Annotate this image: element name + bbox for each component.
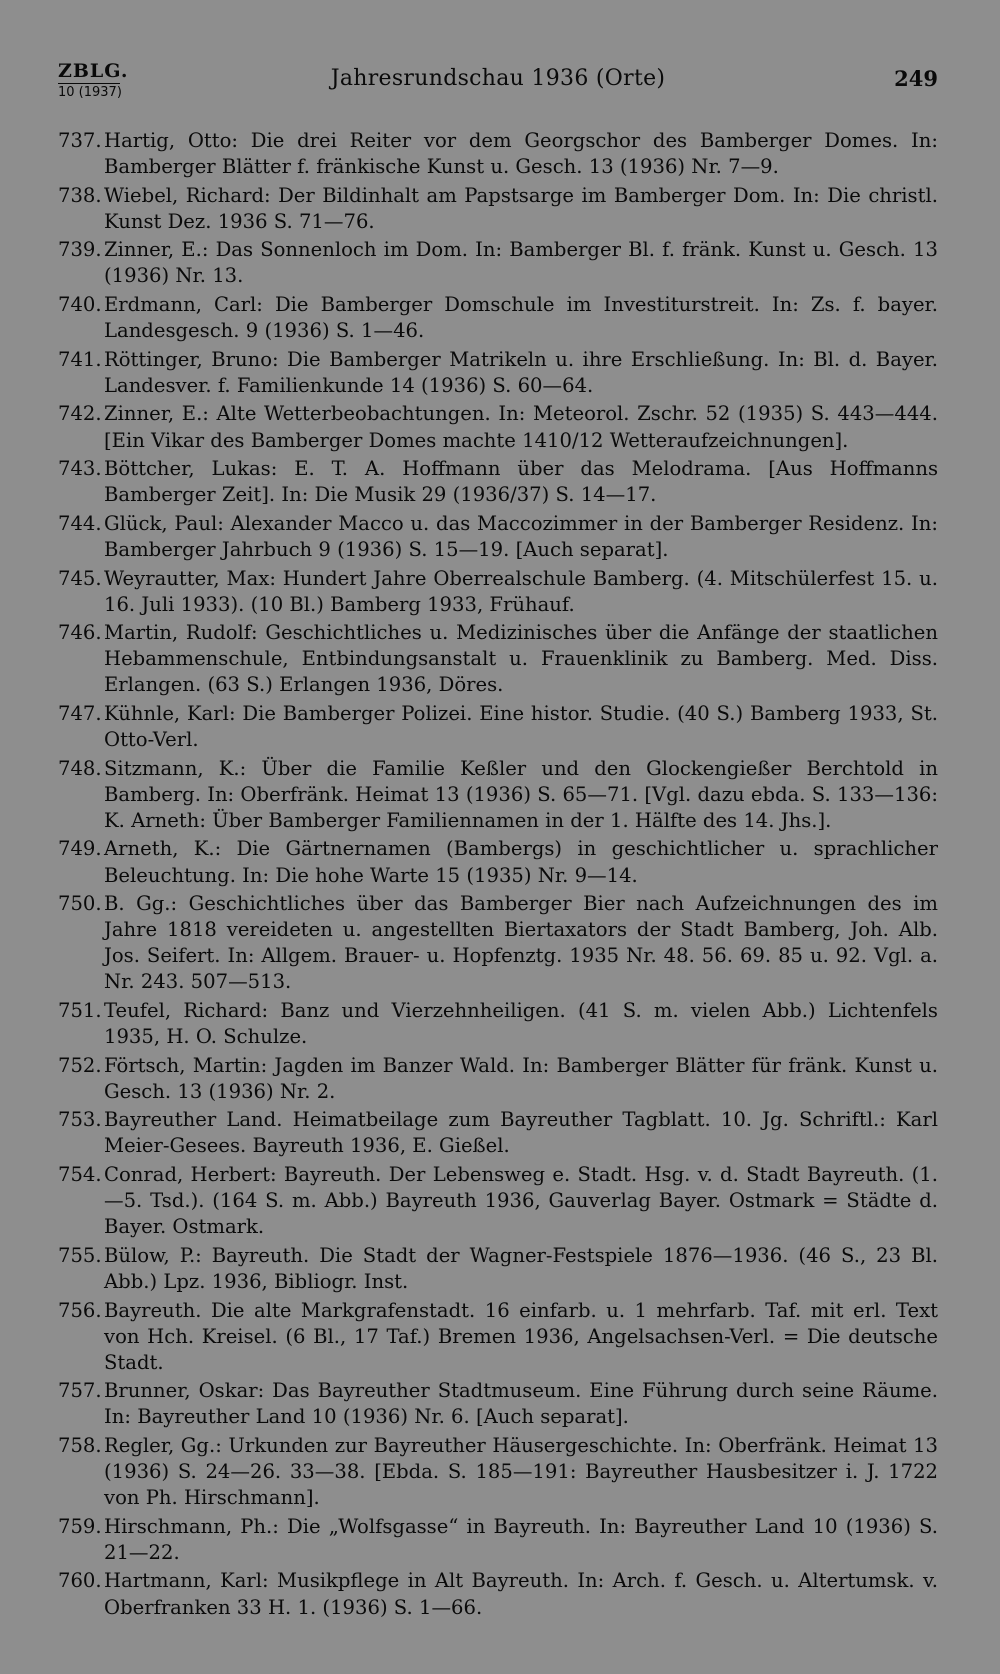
entry-number: 743.	[58, 457, 102, 481]
entry-text: Wiebel, Richard: Der Bildinhalt am Papstsarge im Bamberger Dom. In: Die christl. Kunst Dez. 1936 S. 71—76.	[104, 183, 938, 233]
entry-number: 739.	[58, 238, 102, 262]
bibliography-entry	[58, 1243, 938, 1295]
bibliography-entry	[58, 511, 938, 563]
entry-number: 747.	[58, 701, 102, 725]
page-number: 249	[894, 66, 938, 91]
entry-number: 742.	[58, 402, 102, 426]
entry-text: Kühnle, Karl: Die Bamberger Polizei. Eine histor. Studie. (40 S.) Bamberg 1933, St. Otto-Verl.	[104, 701, 938, 752]
entry-text: Martin, Rudolf: Geschichtliches u. Medizinisches über die Anfänge der staatlichen Hebammenschule, Entbindungsanstalt u. Frauenklinik zu Bamberg. Med. Diss. Erlangen. (63 S.) Erlangen 1936, Döres.	[104, 621, 938, 697]
entry-text: Bayreuth. Die alte Markgrafenstadt. 16 einfarb. u. 1 mehrfarb. Taf. mit erl. Text von Hch. Kreisel. (6 Bl., 17 Taf.) Bremen 1936, Angelsachsen-Verl. = Die deutsche Stadt.	[104, 1298, 938, 1374]
entry-text: Böttcher, Lukas: E. T. A. Hoffmann über das Melodrama. [Aus Hoffmanns Bamberger Zeit]. In: Die Musik 29 (1936/37) S. 14—17.	[104, 457, 938, 507]
bibliography-entry	[58, 891, 938, 995]
entry-number: 756.	[58, 1298, 102, 1322]
entry-text: Teufel, Richard: Banz und Vierzehnheiligen. (41 S. m. vielen Abb.) Lichtenfels 1935, H. O. Schulze.	[104, 999, 938, 1049]
entry-text: Sitzmann, K.: Über die Familie Keßler und den Glockengießer Berchtold in Bamberg. In: Oberfränk. Heimat 13 (1936) S. 65—71. [Vgl. dazu ebda. S. 133—136: K. Arneth: Über Bamberger Familiennamen in der 1. Hälfte des 14. Jhs.].	[104, 756, 938, 832]
entry-number: 740.	[58, 293, 102, 317]
entry-text: Arneth, K.: Die Gärtnernamen (Bambergs) in geschichtlicher u. sprachlicher Beleuchtung. In: Die hohe Warte 15 (1935) Nr. 9—14.	[104, 837, 938, 887]
bibliography-entry	[58, 1162, 938, 1240]
entry-text: Brunner, Oskar: Das Bayreuther Stadtmuseum. Eine Führung durch seine Räume. In: Bayreuther Land 10 (1936) Nr. 6. [Auch separat].	[104, 1379, 938, 1429]
bibliography-entry	[58, 128, 938, 180]
bibliography-entry	[58, 701, 938, 753]
entry-number: 745.	[58, 566, 102, 590]
bibliography-entry	[58, 183, 938, 235]
entry-text: Regler, Gg.: Urkunden zur Bayreuther Häusergeschichte. In: Oberfränk. Heimat 13 (1936) S. 24—26. 33—38. [Ebda. S. 185—191: Bayreuther Hausbesitzer i. J. 1722 von Ph. Hirschmann].	[104, 1434, 938, 1510]
entry-text: B. Gg.: Geschichtliches über das Bamberger Bier nach Aufzeichnungen des im Jahre 1818 vereideten u. angestellten Biertaxators der Stadt Bamberg, Joh. Alb. Jos. Seifert. In: Allgem. Brauer- u. Hopfenztg. 1935 Nr. 48. 56. 69. 85 u. 92. Vgl. a. Nr. 243. 507—513.	[104, 892, 938, 994]
entry-number: 758.	[58, 1434, 102, 1457]
bibliography-entry	[58, 1378, 938, 1430]
entry-number: 757.	[58, 1379, 102, 1403]
page-header	[58, 58, 938, 104]
entry-number: 752.	[58, 1053, 102, 1077]
entry-text: Hartmann, Karl: Musikpflege in Alt Bayreuth. In: Arch. f. Gesch. u. Altertumsk. v. Oberfranken 33 H. 1. (1936) S. 1—66.	[104, 1569, 938, 1619]
entry-text: Bülow, P.: Bayreuth. Die Stadt der Wagner-Festspiele 1876—1936. (46 S., 23 Bl. Abb.) Lpz. 1936, Bibliogr. Inst.	[104, 1243, 938, 1293]
entry-text: Hartig, Otto: Die drei Reiter vor dem Georgschor des Bamberger Domes. In: Bamberger Blätter f. fränkische Kunst u. Gesch. 13 (1936) Nr. 7—9.	[104, 129, 938, 179]
bibliography-entry	[58, 1298, 938, 1376]
entry-text: Conrad, Herbert: Bayreuth. Der Lebensweg e. Stadt. Hsg. v. d. Stadt Bayreuth. (1.—5. Tsd.). (164 S. m. Abb.) Bayreuth 1936, Gauverlag Bayer. Ostmark = Städte d. Bayer. Ostmark.	[104, 1163, 938, 1239]
bibliography-entry	[58, 1514, 938, 1566]
bibliography-entry	[58, 620, 938, 698]
entry-text: Erdmann, Carl: Die Bamberger Domschule im Investiturstreit. In: Zs. f. bayer. Landesgesch. 9 (1936) S. 1—46.	[104, 293, 938, 343]
bibliography-entry	[58, 1568, 938, 1620]
entry-text: Förtsch, Martin: Jagden im Banzer Wald. In: Bamberger Blätter für fränk. Kunst u. Gesch. 13 (1936) Nr. 2.	[104, 1053, 938, 1103]
bibliography-entry	[58, 1107, 938, 1159]
entry-number: 746.	[58, 621, 102, 645]
bibliography-entry	[58, 566, 938, 618]
entry-number: 754.	[58, 1163, 102, 1187]
entry-text: Hirschmann, Ph.: Die „Wolfsgasse“ in Bayreuth. In: Bayreuther Land 10 (1936) S. 21—22.	[104, 1514, 938, 1564]
bibliography-entry	[58, 456, 938, 508]
entry-text: Bayreuther Land. Heimatbeilage zum Bayreuther Tagblatt. 10. Jg. Schriftl.: Karl Meier-Gesees. Bayreuth 1936, E. Gießel.	[104, 1108, 938, 1158]
entry-text: Röttinger, Bruno: Die Bamberger Matrikeln u. ihre Erschließung. In: Bl. d. Bayer. Landesver. f. Familienkunde 14 (1936) S. 60—64.	[104, 347, 938, 397]
entry-number: 750.	[58, 892, 102, 916]
entry-number: 759.	[58, 1514, 102, 1538]
running-title: Jahresrundschau 1936 (Orte)	[330, 66, 666, 91]
bibliography-entry	[58, 998, 938, 1050]
bibliography-entry	[58, 401, 938, 453]
entry-number: 755.	[58, 1243, 102, 1267]
entry-number: 753.	[58, 1108, 102, 1132]
entry-number: 738.	[58, 183, 102, 207]
journal-abbreviation: ZBLG.	[58, 60, 129, 82]
entry-text: Zinner, E.: Alte Wetterbeobachtungen. In: Meteorol. Zschr. 52 (1935) S. 443—444. [Ein Vikar des Bamberger Domes machte 1410/12 Wetteraufzeichnungen].	[104, 402, 938, 452]
entry-text: Weyrautter, Max: Hundert Jahre Oberrealschule Bamberg. (4. Mitschülerfest 15. u. 16. Juli 1933). (10 Bl.) Bamberg 1933, Frühauf.	[104, 566, 938, 616]
bibliography-entry	[58, 756, 938, 834]
entry-number: 737.	[58, 129, 102, 152]
bibliography-entry	[58, 347, 938, 399]
entry-number: 751.	[58, 999, 102, 1022]
entry-text: Glück, Paul: Alexander Macco u. das Maccozimmer in der Bamberger Residenz. In: Bamberger Jahrbuch 9 (1936) S. 15—19. [Auch separat].	[104, 511, 938, 561]
entry-number: 748.	[58, 756, 102, 780]
bibliography-entry	[58, 237, 938, 289]
entry-number: 744.	[58, 511, 102, 535]
journal-volume: 10 (1937)	[58, 85, 122, 100]
entry-number: 760.	[58, 1569, 102, 1593]
entry-number: 741.	[58, 347, 102, 371]
bibliography-entry	[58, 1053, 938, 1105]
bibliography-entry	[58, 836, 938, 888]
bibliography-entry	[58, 1433, 938, 1511]
bibliography-entry	[58, 292, 938, 344]
entry-number: 749.	[58, 837, 102, 861]
bibliography-list	[58, 128, 938, 1621]
entry-text: Zinner, E.: Das Sonnenloch im Dom. In: Bamberger Bl. f. fränk. Kunst u. Gesch. 13 (1936) Nr. 13.	[104, 238, 938, 288]
